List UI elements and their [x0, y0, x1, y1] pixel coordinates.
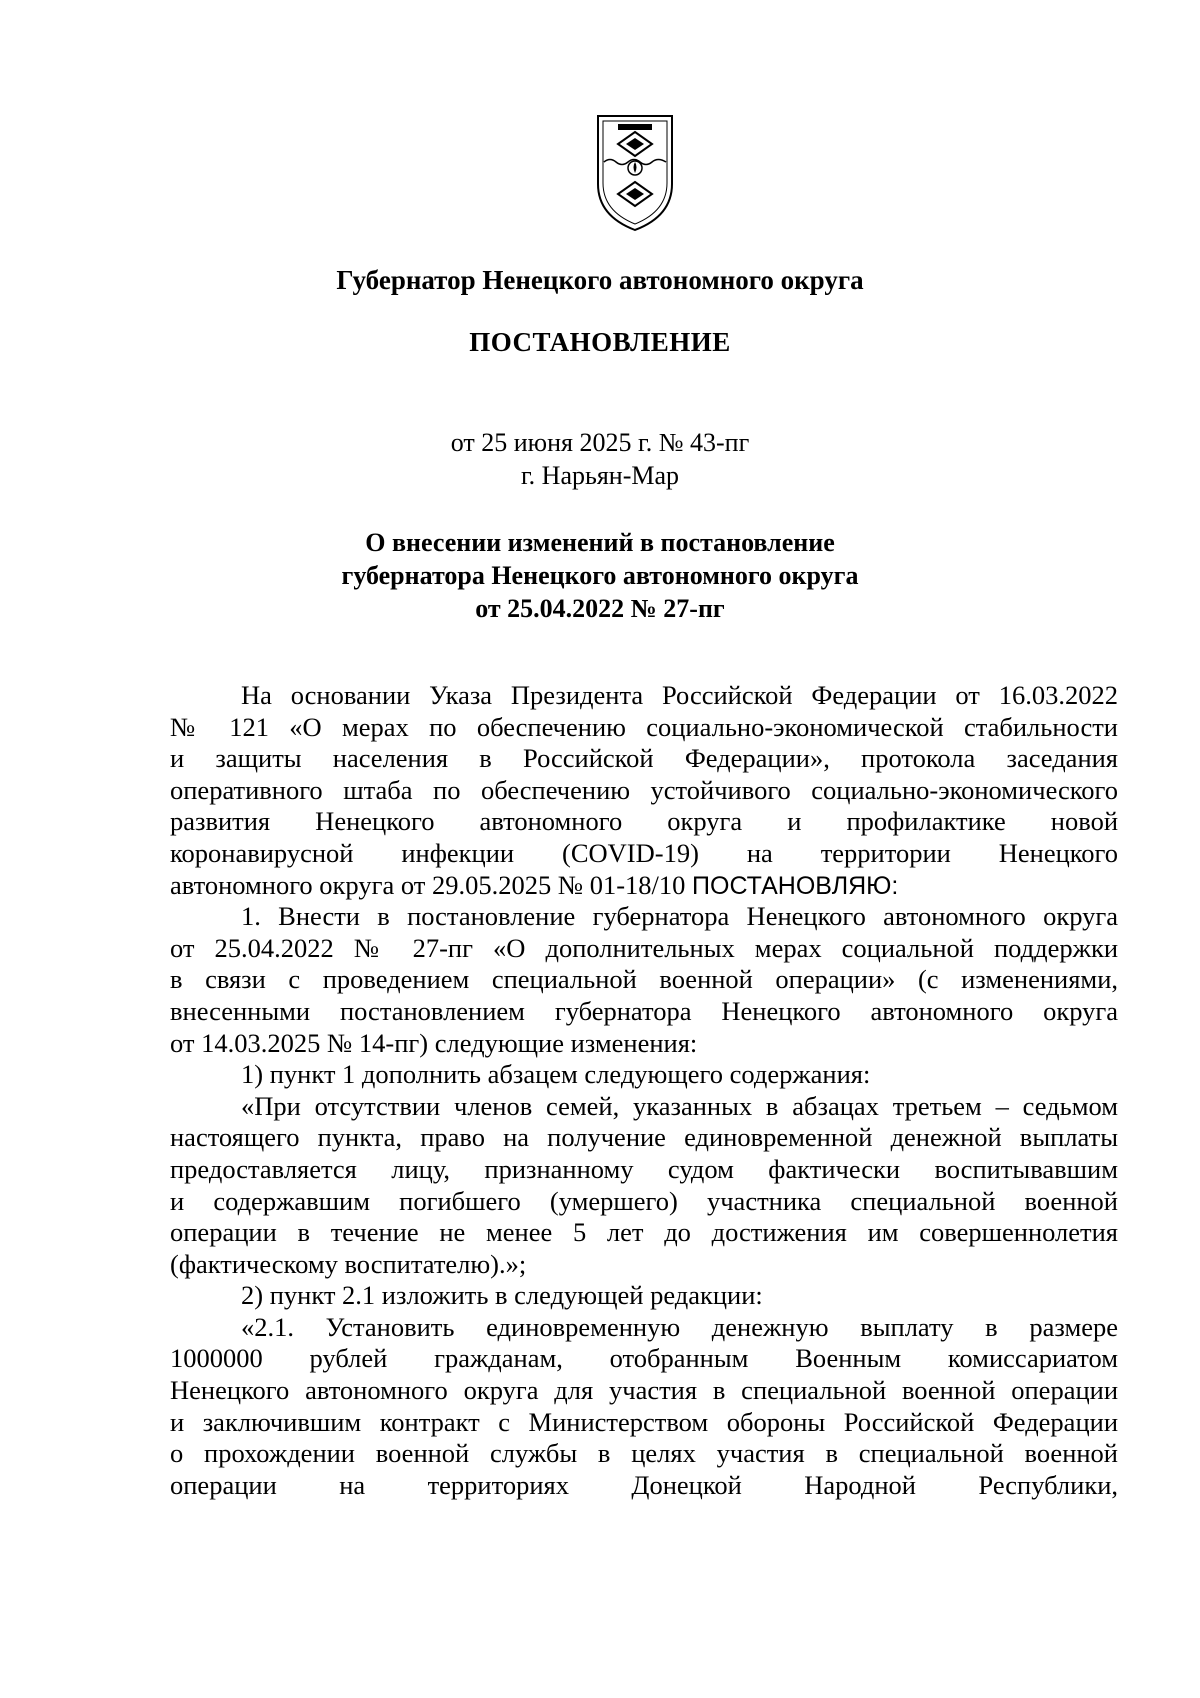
body-line: оперативного штаба по обеспечению устойчивого социально-экономического — [170, 774, 1118, 805]
body-line: в связи с проведением специальной военной операции» (с изменениями, — [170, 964, 1118, 995]
body-line: Ненецкого автономного округа для участия в специальной военной операции — [170, 1375, 1118, 1406]
body-line: коронавирусной инфекции (COVID-19) на территории Ненецкого — [170, 837, 1118, 868]
body-line: настоящего пункта, право на получение единовременной денежной выплаты — [170, 1122, 1118, 1153]
body-line: предоставляется лицу, признанному судом фактически воспитывавшим — [170, 1153, 1118, 1184]
body-line: от 14.03.2025 № 14-пг) следующие изменения: — [170, 1027, 698, 1058]
issuing-authority: Губернатор Ненецкого автономного округа — [336, 265, 864, 295]
body-line: 2) пункт 2.1 изложить в следующей редакции: — [241, 1280, 763, 1311]
body-text: автономного округа от 29.05.2025 № 01-18/10 — [170, 869, 686, 900]
body-line: развития Ненецкого автономного округа и профилактике новой — [170, 806, 1118, 837]
document-date-number: от 25 июня 2025 г. № 43-пг — [450, 428, 750, 457]
body-line — [170, 870, 1118, 902]
body-line: 1000000 рублей гражданам, отобранным Военным комиссариатом — [170, 1343, 1118, 1374]
body-line: операции на территориях Донецкой Народной Республики, — [170, 1469, 1118, 1500]
body-line: «При отсутствии членов семей, указанных в абзацах третьем – седьмом — [241, 1090, 1118, 1121]
coat-of-arms-icon — [594, 112, 676, 234]
body-line: внесенными постановлением губернатора Ненецкого автономного округа — [170, 995, 1118, 1026]
body-line: № 121 «О мерах по обеспечению социально-экономической стабильности — [170, 711, 1118, 742]
body-line: и заключившим контракт с Министерством обороны Российской Федерации — [170, 1406, 1118, 1437]
title-line: губернатора Ненецкого автономного округа — [341, 561, 859, 590]
title-line: от 25.04.2022 № 27-пг — [475, 594, 725, 623]
body-line: «2.1. Установить единовременную денежную выплату в размере — [241, 1311, 1118, 1342]
title-line: О внесении изменений в постановление — [365, 528, 835, 557]
document-title — [0, 526, 1200, 625]
body-line: (фактическому воспитателю).»; — [170, 1248, 527, 1279]
document-type: ПОСТАНОВЛЕНИЕ — [469, 327, 731, 357]
body-line: 1) пункт 1 дополнить абзацем следующего содержания: — [241, 1059, 871, 1090]
body-line: и защиты населения в Российской Федерации», протокола заседания — [170, 743, 1118, 774]
body-line: 1. Внести в постановление губернатора Ненецкого автономного округа — [241, 901, 1118, 932]
document-city: г. Нарьян-Мар — [520, 461, 680, 490]
decree-word: ПОСТАНОВЛЯЮ: — [692, 871, 899, 900]
body-line: На основании Указа Президента Российской Федерации от 16.03.2022 — [241, 680, 1118, 710]
body-line: операции в течение не менее 5 лет до достижения им совершеннолетия — [170, 1217, 1118, 1248]
body-line: и содержавшим погибшего (умершего) участника специальной военной — [170, 1185, 1118, 1216]
body-line: от 25.04.2022 № 27-пг «О дополнительных мерах социальной поддержки — [170, 932, 1118, 963]
document-body — [170, 680, 1118, 1501]
body-line: о прохождении военной службы в целях участия в специальной военной — [170, 1438, 1118, 1469]
